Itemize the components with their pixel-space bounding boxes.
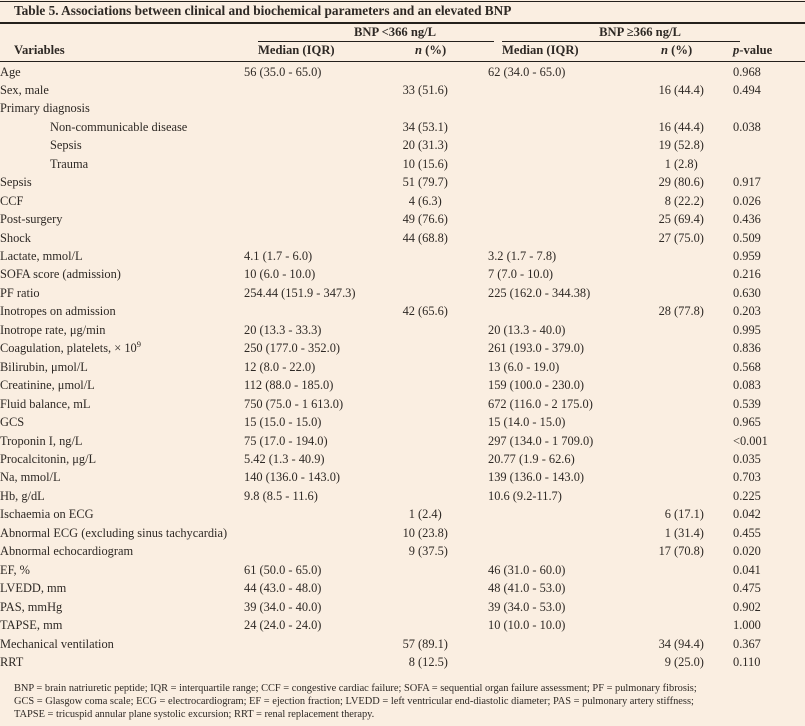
table-row	[0, 635, 805, 653]
row-label: Mechanical ventilation	[0, 636, 114, 651]
cell-median-low	[244, 173, 392, 191]
row-label: Inotropes on admission	[0, 304, 116, 319]
cell-median-high	[488, 524, 647, 542]
cell-median-low: 39 (34.0 - 40.0)	[244, 599, 322, 614]
cell-p: 0.203	[733, 304, 761, 319]
cell-n-high	[647, 395, 733, 413]
cell-n-high: 29 (80.6)	[658, 175, 704, 190]
group-high-underline	[502, 41, 740, 42]
cell-median-low: 112 (88.0 - 185.0)	[244, 378, 334, 393]
cell-n-low: 1 (2.4)	[408, 507, 442, 522]
row-label: Ischaemia on ECG	[0, 507, 94, 522]
cell-median-high: 159 (100.0 - 230.0)	[488, 378, 585, 393]
cell-n-low	[392, 63, 488, 81]
cell-median-low: 250 (177.0 - 352.0)	[244, 341, 341, 356]
row-label: Primary diagnosis	[0, 101, 90, 116]
table-row	[0, 376, 805, 394]
cell-p: 0.216	[733, 267, 761, 282]
cell-median-high: 672 (116.0 - 2 175.0)	[488, 396, 593, 411]
table-row	[0, 450, 805, 468]
cell-median-high	[488, 505, 647, 523]
table-row	[0, 358, 805, 376]
cell-p: 0.455	[733, 525, 761, 540]
cell-p: 0.042	[733, 507, 761, 522]
row-label: TAPSE, mm	[0, 618, 63, 633]
table-row	[0, 247, 805, 265]
row-label: Inotrope rate, μg/min	[0, 322, 106, 337]
cell-p: 0.965	[733, 415, 761, 430]
cell-n-high	[647, 450, 733, 468]
cell-n-low	[392, 413, 488, 431]
cell-n-high	[647, 284, 733, 302]
cell-p: 0.035	[733, 452, 761, 467]
cell-p: 1.000	[733, 618, 761, 633]
row-label: Sepsis	[50, 138, 82, 153]
cell-n-low	[392, 376, 488, 394]
cell-median-high: 48 (41.0 - 53.0)	[488, 581, 566, 596]
col-header-median-high: Median (IQR)	[502, 43, 579, 57]
cell-n-high: 8 (22.2)	[664, 193, 704, 208]
cell-median-low: 12 (8.0 - 22.0)	[244, 359, 316, 374]
cell-n-high: 1 (2.8)	[664, 156, 698, 171]
cell-p: 0.436	[733, 212, 761, 227]
cell-median-low: 9.8 (8.5 - 11.6)	[244, 488, 318, 503]
cell-n-high	[647, 339, 733, 357]
cell-p: 0.917	[733, 175, 761, 190]
table-row	[0, 284, 805, 302]
cell-median-high: 15 (14.0 - 15.0)	[488, 415, 566, 430]
table-row	[0, 505, 805, 523]
table-row	[0, 118, 805, 136]
table-row	[0, 136, 805, 154]
row-label: Bilirubin, μmol/L	[0, 359, 88, 374]
cell-n-high: 28 (77.8)	[658, 304, 704, 319]
cell-median-high: 20 (13.3 - 40.0)	[488, 322, 566, 337]
cell-n-low: 34 (53.1)	[402, 119, 448, 134]
row-label: Lactate, mmol/L	[0, 249, 83, 264]
col-header-median-low: Median (IQR)	[258, 43, 335, 57]
cell-median-high	[488, 136, 647, 154]
cell-median-high	[488, 210, 647, 228]
table-row	[0, 413, 805, 431]
table-row	[0, 99, 805, 117]
cell-p: 0.367	[733, 636, 761, 651]
table-row	[0, 616, 805, 634]
cell-median-low: 75 (17.0 - 194.0)	[244, 433, 328, 448]
row-label: PF ratio	[0, 285, 40, 300]
cell-p: 0.494	[733, 82, 761, 97]
table-row	[0, 229, 805, 247]
cell-median-high	[488, 653, 647, 671]
row-label: Trauma	[50, 156, 89, 171]
cell-median-high: 62 (34.0 - 65.0)	[488, 64, 566, 79]
cell-n-high	[647, 432, 733, 450]
cell-median-low: 15 (15.0 - 15.0)	[244, 415, 322, 430]
table-row	[0, 173, 805, 191]
cell-median-high: 3.2 (1.7 - 7.8)	[488, 249, 557, 264]
table-row	[0, 487, 805, 505]
cell-p: 0.959	[733, 249, 761, 264]
cell-n-high: 25 (69.4)	[658, 212, 704, 227]
cell-median-high: 39 (34.0 - 53.0)	[488, 599, 566, 614]
cell-p: 0.041	[733, 562, 761, 577]
row-label: Abnormal echocardiogram	[0, 544, 134, 559]
cell-n-low	[392, 284, 488, 302]
cell-median-low	[244, 136, 392, 154]
row-label: LVEDD, mm	[0, 581, 67, 596]
footnote-line: GCS = Glasgow coma scale; ECG = electrocardiogram; EF = ejection fraction; LVEDD = left ventricular end-diastolic diameter; PAS = pulmonary artery stiffness;	[14, 696, 694, 708]
cell-n-high	[647, 63, 733, 81]
cell-median-high: 297 (134.0 - 1 709.0)	[488, 433, 594, 448]
col-header-n-low	[415, 43, 446, 59]
cell-n-low: 51 (79.7)	[402, 175, 448, 190]
top-rule	[0, 1, 805, 2]
cell-median-low: 10 (6.0 - 10.0)	[244, 267, 316, 282]
table-row	[0, 598, 805, 616]
cell-n-high	[647, 376, 733, 394]
cell-median-high: 139 (136.0 - 143.0)	[488, 470, 585, 485]
cell-median-low: 61 (50.0 - 65.0)	[244, 562, 322, 577]
cell-median-low: 4.1 (1.7 - 6.0)	[244, 249, 313, 264]
cell-median-high	[488, 81, 647, 99]
cell-median-low	[244, 229, 392, 247]
cell-median-high: 20.77 (1.9 - 62.6)	[488, 452, 575, 467]
cell-p: 0.902	[733, 599, 761, 614]
cell-n-low: 9 (37.5)	[408, 544, 448, 559]
cell-n-high	[647, 598, 733, 616]
cell-n-high	[647, 468, 733, 486]
row-label: SOFA score (admission)	[0, 267, 121, 282]
cell-n-high	[647, 321, 733, 339]
cell-n-low	[392, 321, 488, 339]
table-row	[0, 542, 805, 560]
row-label: Shock	[0, 230, 31, 245]
cell-median-high: 225 (162.0 - 344.38)	[488, 285, 591, 300]
cell-n-low	[392, 487, 488, 505]
column-group-bnp-low: BNP <366 ng/L	[353, 25, 437, 39]
cell-p: 0.020	[733, 544, 761, 559]
cell-median-high	[488, 635, 647, 653]
cell-p: 0.026	[733, 193, 761, 208]
table-row	[0, 339, 805, 357]
cell-median-high	[488, 118, 647, 136]
cell-p: 0.568	[733, 359, 761, 374]
cell-median-low: 140 (136.0 - 143.0)	[244, 470, 341, 485]
row-label: Sex, male	[0, 82, 49, 97]
row-label: PAS, mmHg	[0, 599, 63, 614]
row-label: Coagulation, platelets, × $10^9$	[0, 339, 141, 356]
cell-median-high: 10 (10.0 - 10.0)	[488, 618, 566, 633]
cell-median-high	[488, 99, 647, 117]
row-label: Na, mmol/L	[0, 470, 61, 485]
table-row	[0, 63, 805, 81]
cell-n-high	[647, 358, 733, 376]
footnote-line: TAPSE = tricuspid annular plane systolic excursion; RRT = renal replacement therapy.	[14, 709, 375, 721]
cell-n-high: 16 (44.4)	[658, 119, 704, 134]
cell-n-low: 8 (12.5)	[408, 655, 448, 669]
cell-p: 0.225	[733, 488, 761, 503]
title-rule	[0, 22, 805, 25]
table-row	[0, 524, 805, 542]
p-symbol: p	[733, 43, 740, 57]
col-header-variables: Variables	[14, 43, 65, 57]
row-label: Troponin I, ng/L	[0, 433, 83, 448]
row-label: EF, %	[0, 562, 30, 577]
cell-median-low: 20 (13.3 - 33.3)	[244, 322, 322, 337]
cell-median-high	[488, 302, 647, 320]
cell-median-low	[244, 81, 392, 99]
cell-median-low: 24 (24.0 - 24.0)	[244, 618, 322, 633]
row-label: Procalcitonin, μg/L	[0, 452, 97, 467]
cell-median-high	[488, 155, 647, 173]
cell-median-low	[244, 635, 392, 653]
cell-n-low	[392, 561, 488, 579]
cell-n-low: 33 (51.6)	[402, 82, 448, 97]
table-body	[0, 63, 805, 672]
cell-median-low	[244, 505, 392, 523]
cell-median-low	[244, 542, 392, 560]
cell-median-low	[244, 155, 392, 173]
cell-n-low: 49 (76.6)	[402, 212, 448, 227]
cell-n-high	[647, 265, 733, 283]
table-row	[0, 302, 805, 320]
cell-median-low: 750 (75.0 - 1 613.0)	[244, 396, 344, 411]
cell-n-low: 10 (15.6)	[402, 156, 448, 171]
cell-p	[733, 155, 805, 173]
cell-median-high	[488, 173, 647, 191]
cell-median-high	[488, 192, 647, 210]
row-label: Fluid balance, mL	[0, 396, 91, 411]
cell-n-high: 16 (44.4)	[658, 82, 704, 97]
cell-n-high	[647, 413, 733, 431]
cell-p	[733, 99, 805, 117]
cell-n-high: 1 (31.4)	[664, 525, 704, 540]
table-row	[0, 395, 805, 413]
cell-median-low	[244, 99, 392, 117]
cell-n-high: 17 (70.8)	[658, 544, 704, 559]
cell-n-low	[392, 468, 488, 486]
cell-median-low: 254.44 (151.9 - 347.3)	[244, 285, 356, 300]
cell-p: 0.475	[733, 581, 761, 596]
row-label: GCS	[0, 415, 25, 430]
cell-median-high: 10.6 (9.2-11.7)	[488, 488, 562, 503]
cell-n-high	[647, 247, 733, 265]
cell-n-low: 20 (31.3)	[402, 138, 448, 153]
cell-median-high: 261 (193.0 - 379.0)	[488, 341, 585, 356]
cell-n-low: 4 (6.3)	[408, 193, 442, 208]
cell-median-low: 56 (35.0 - 65.0)	[244, 64, 322, 79]
row-label: Abnormal ECG (excluding sinus tachycardia)	[0, 525, 228, 540]
cell-n-low: 44 (68.8)	[402, 230, 448, 245]
table-row	[0, 432, 805, 450]
cell-median-low	[244, 192, 392, 210]
cell-n-high: 34 (94.4)	[658, 636, 704, 651]
cell-median-low: 44 (43.0 - 48.0)	[244, 581, 322, 596]
table-footnote	[14, 682, 795, 722]
table-row	[0, 468, 805, 486]
cell-n-low	[392, 616, 488, 634]
cell-p: 0.509	[733, 230, 761, 245]
row-label: Creatinine, μmol/L	[0, 378, 95, 393]
cell-n-low: 42 (65.6)	[402, 304, 448, 319]
cell-p: 0.038	[733, 119, 761, 134]
cell-p: 0.995	[733, 322, 761, 337]
cell-median-high	[488, 229, 647, 247]
cell-p	[733, 136, 805, 154]
table-row	[0, 653, 805, 671]
cell-n-high: 9 (25.0)	[664, 655, 704, 669]
cell-p: 0.703	[733, 470, 761, 485]
n-percent-suffix: (%)	[422, 43, 447, 57]
cell-p: 0.083	[733, 378, 761, 393]
n-symbol: n	[415, 43, 423, 57]
cell-n-low	[392, 395, 488, 413]
cell-median-high: 7 (7.0 - 10.0)	[488, 267, 554, 282]
column-group-bnp-high: BNP ≥366 ng/L	[599, 25, 681, 39]
associations-table	[0, 63, 805, 672]
col-header-pvalue	[733, 43, 772, 59]
n-symbol: n	[661, 43, 669, 57]
cell-n-low	[392, 450, 488, 468]
cell-n-low	[392, 265, 488, 283]
cell-p: 0.968	[733, 64, 761, 79]
cell-n-high	[647, 99, 733, 117]
row-label: Sepsis	[0, 175, 32, 190]
table-title: Table 5. Associations between clinical and biochemical parameters and an elevated BNP	[14, 3, 512, 18]
cell-n-low	[392, 598, 488, 616]
table-row	[0, 81, 805, 99]
cell-n-high: 6 (17.1)	[664, 507, 704, 522]
cell-median-high: 13 (6.0 - 19.0)	[488, 359, 560, 374]
cell-n-low	[392, 99, 488, 117]
cell-p: 0.836	[733, 341, 761, 356]
group-low-underline	[258, 41, 494, 42]
cell-p: <0.001	[733, 433, 768, 448]
cell-n-high	[647, 561, 733, 579]
cell-p: 0.539	[733, 396, 761, 411]
p-value-suffix: -value	[739, 43, 773, 57]
cell-n-low	[392, 579, 488, 597]
table-row	[0, 321, 805, 339]
cell-n-low	[392, 432, 488, 450]
cell-median-low	[244, 524, 392, 542]
cell-median-low	[244, 210, 392, 228]
cell-n-high	[647, 616, 733, 634]
n-percent-suffix: (%)	[668, 43, 693, 57]
cell-n-low	[392, 339, 488, 357]
footnote-line: BNP = brain natriuretic peptide; IQR = interquartile range; CCF = congestive cardiac failure; SOFA = sequential organ failure assessment; PF = pulmonary fibrosis;	[14, 683, 697, 694]
table-row	[0, 210, 805, 228]
cell-n-low	[392, 358, 488, 376]
table-row	[0, 155, 805, 173]
cell-n-high: 27 (75.0)	[658, 230, 704, 245]
cell-n-low: 57 (89.1)	[402, 636, 448, 651]
cell-median-high: 46 (31.0 - 60.0)	[488, 562, 566, 577]
cell-n-high	[647, 579, 733, 597]
table-row	[0, 265, 805, 283]
row-label: Non-communicable disease	[50, 119, 188, 134]
cell-n-low	[392, 247, 488, 265]
cell-median-high	[488, 542, 647, 560]
row-label: Post-surgery	[0, 212, 63, 227]
cell-n-low: 10 (23.8)	[402, 525, 448, 540]
row-label: CCF	[0, 193, 24, 208]
col-header-n-high	[661, 43, 692, 59]
table-row	[0, 579, 805, 597]
cell-p: 0.630	[733, 285, 761, 300]
row-label: RRT	[0, 655, 24, 669]
cell-median-low	[244, 118, 392, 136]
cell-p: 0.110	[733, 655, 761, 669]
cell-median-low	[244, 302, 392, 320]
row-label: Hb, g/dL	[0, 488, 45, 503]
row-label: Age	[0, 64, 21, 79]
cell-median-low: 5.42 (1.3 - 40.9)	[244, 452, 325, 467]
cell-n-high: 19 (52.8)	[658, 138, 704, 153]
cell-n-high	[647, 487, 733, 505]
table-row	[0, 192, 805, 210]
cell-median-low	[244, 653, 392, 671]
table-row	[0, 561, 805, 579]
